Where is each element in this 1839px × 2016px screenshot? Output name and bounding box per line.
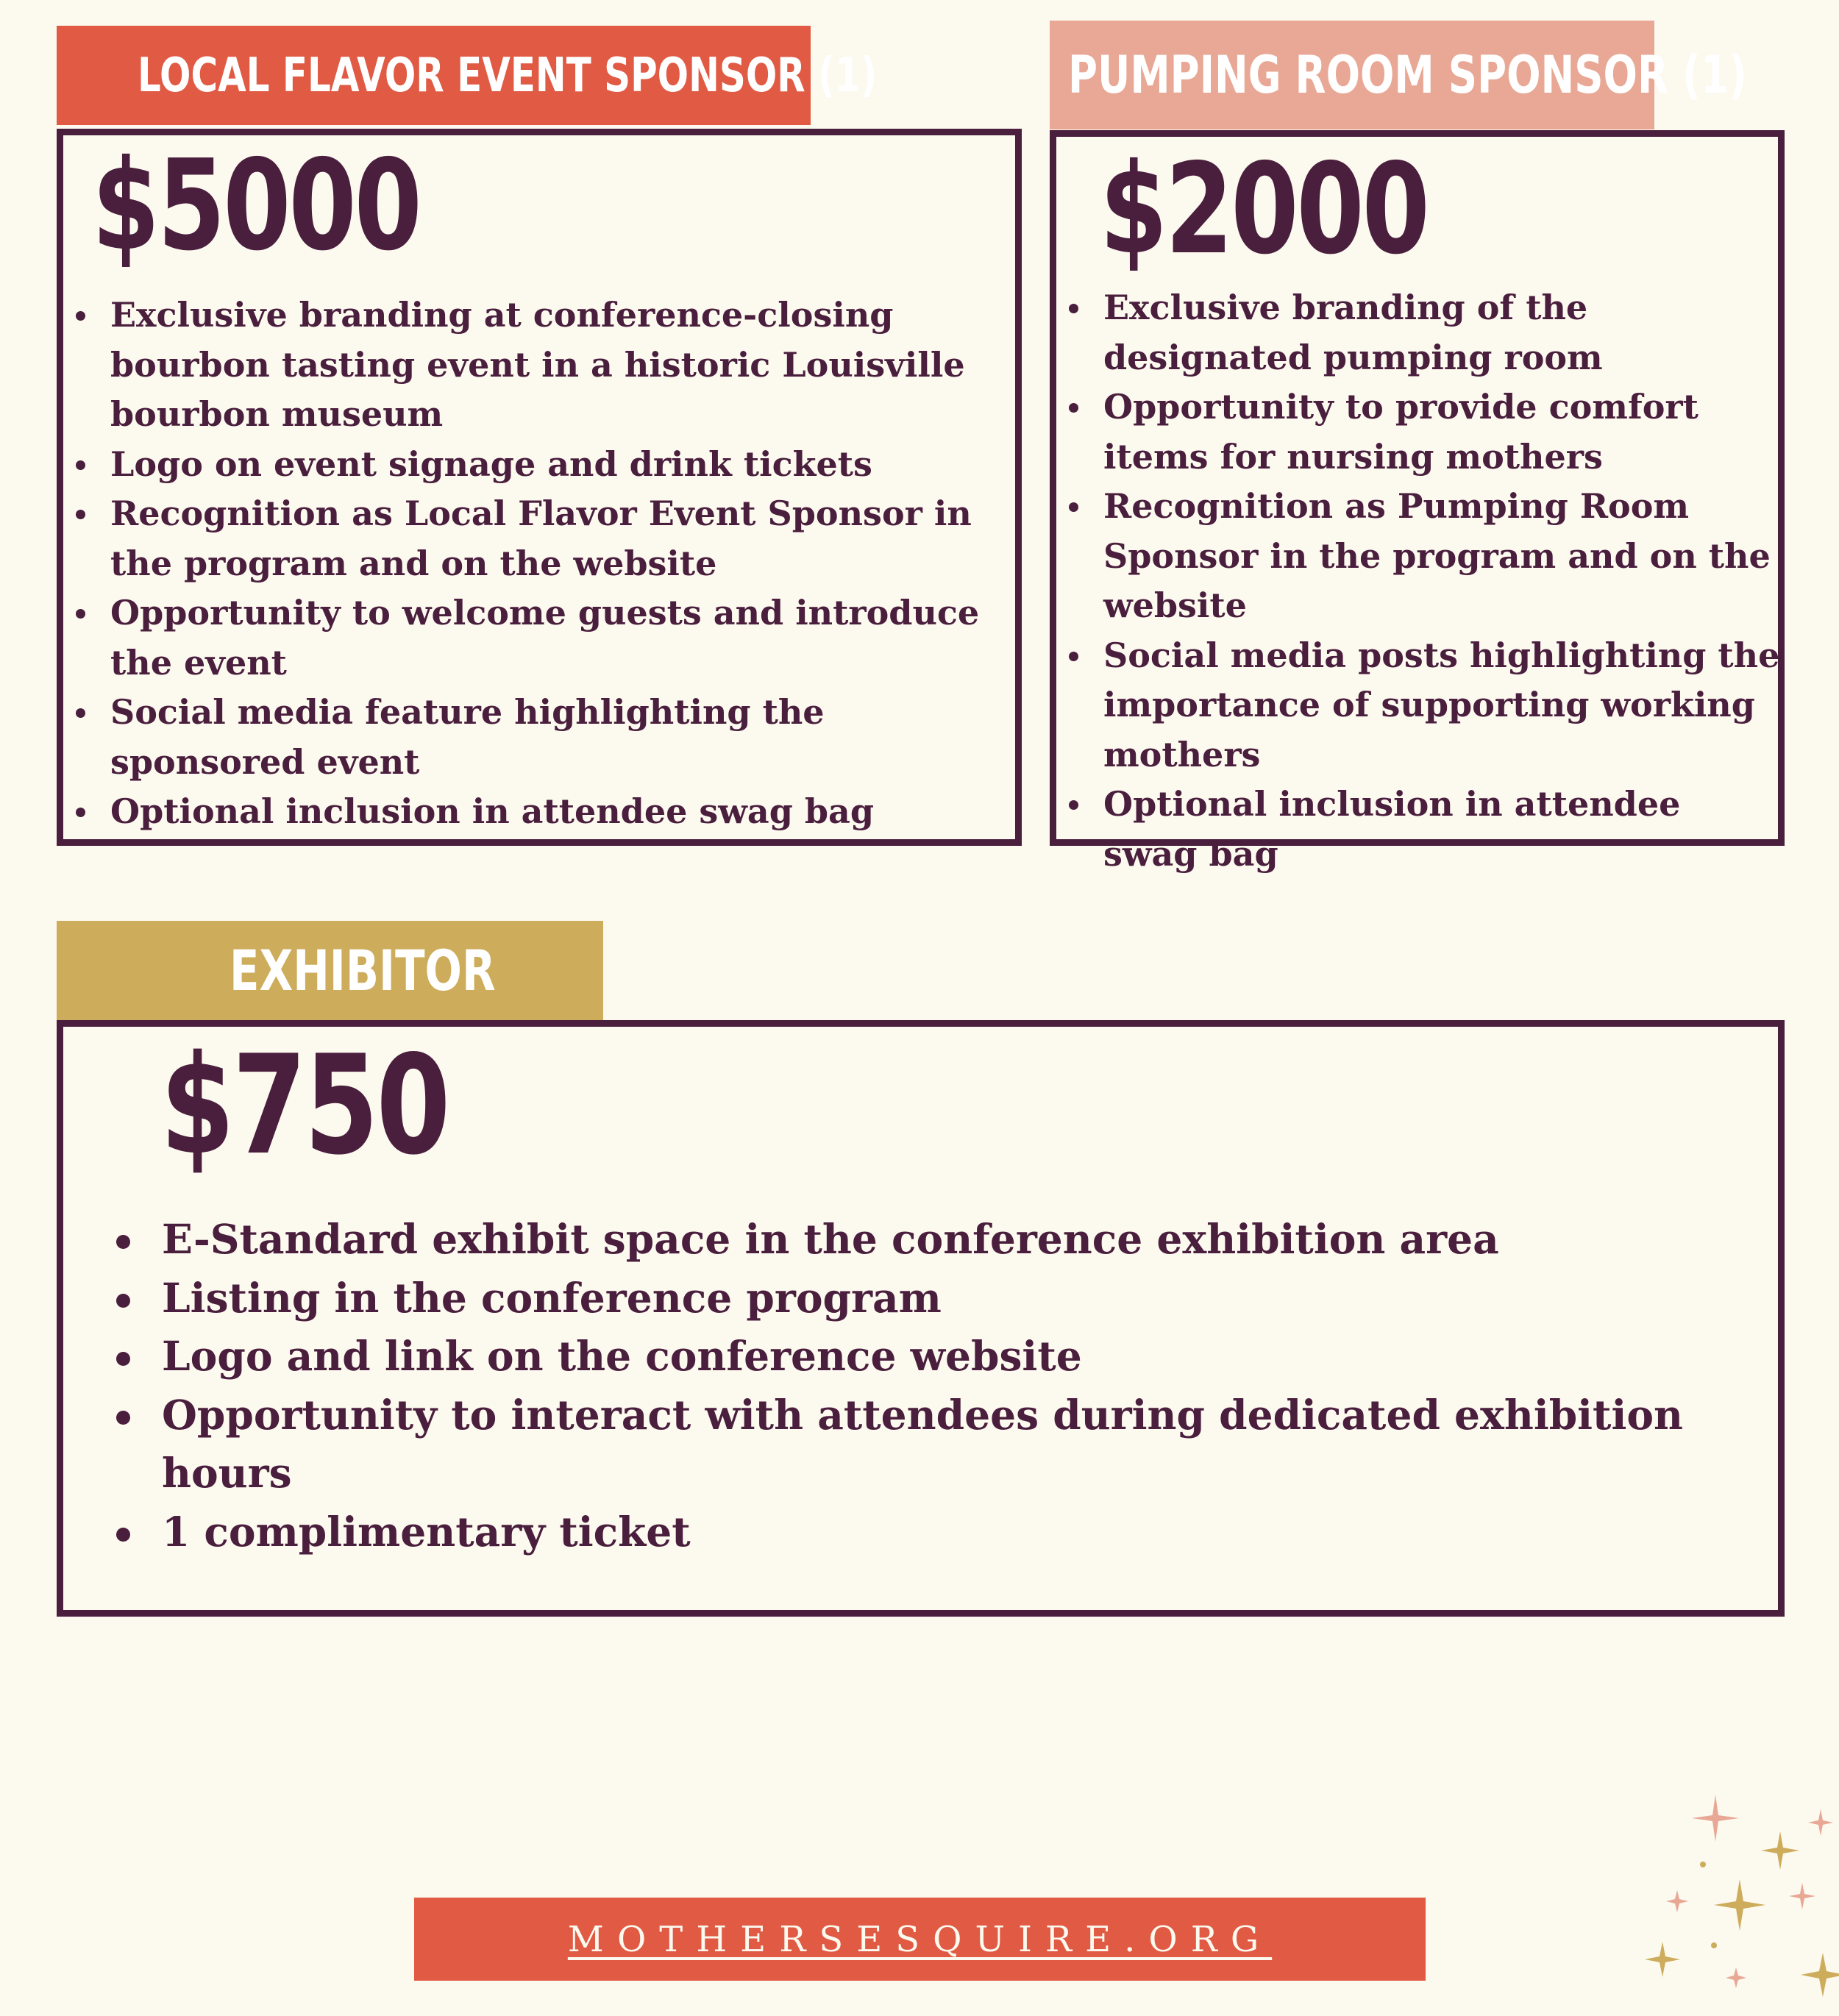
- list-item: Social media posts highlighting the importance of supporting working mothers: [1103, 631, 1780, 780]
- benefit-list-exhibitor: [162, 1210, 1707, 1561]
- benefit-list-local-flavor: [110, 291, 1022, 837]
- list-item: Listing in the conference program: [162, 1269, 1707, 1328]
- list-item: Optional inclusion in attendee swag bag: [110, 787, 1022, 837]
- list-item: Recognition as Local Flavor Event Sponsor in the program and on the website: [110, 489, 1022, 588]
- tier-title-exhibitor: EXHIBITOR: [230, 938, 496, 1003]
- website-link[interactable]: MOTHERSESQUIRE.ORG: [567, 1918, 1273, 1960]
- tier-title-tab-local-flavor: [57, 26, 878, 125]
- tier-price-exhibitor: $750: [160, 1025, 449, 1185]
- list-item: Logo and link on the conference website: [162, 1327, 1707, 1386]
- list-item: Social media feature highlighting the sponsored event: [110, 688, 1022, 787]
- list-item: Opportunity to welcome guests and introduce the event: [110, 588, 1022, 688]
- tier-title-tab-pumping-room: [1050, 21, 1747, 129]
- benefit-list-pumping-room: [1103, 283, 1780, 879]
- tier-title-tab-exhibitor: [57, 921, 603, 1020]
- list-item: E-Standard exhibit space in the conference exhibition area: [162, 1210, 1707, 1269]
- list-item: Exclusive branding of the designated pumping room: [1103, 283, 1780, 382]
- list-item: Logo on event signage and drink tickets: [110, 440, 1022, 490]
- list-item: Optional inclusion in attendee swag bag: [1103, 780, 1780, 879]
- sparkle-icon: [1633, 1787, 1839, 2016]
- tier-price-local-flavor: $5000: [92, 133, 420, 279]
- list-item: Opportunity to provide comfort items for nursing mothers: [1103, 382, 1780, 482]
- tier-title-local-flavor: LOCAL FLAVOR EVENT SPONSOR (1): [138, 48, 878, 103]
- list-item: Exclusive branding at conference-closing bourbon tasting event in a historic Louisville bourbon museum: [110, 291, 1022, 440]
- list-item: Recognition as Pumping Room Sponsor in the program and on the website: [1103, 482, 1780, 631]
- tier-title-pumping-room: PUMPING ROOM SPONSOR (1): [1068, 45, 1747, 105]
- list-item: Opportunity to interact with attendees during dedicated exhibition hours: [162, 1386, 1707, 1503]
- footer-bar: [414, 1898, 1426, 1981]
- list-item: 1 complimentary ticket: [162, 1503, 1707, 1561]
- tier-price-pumping-room: $2000: [1100, 137, 1428, 282]
